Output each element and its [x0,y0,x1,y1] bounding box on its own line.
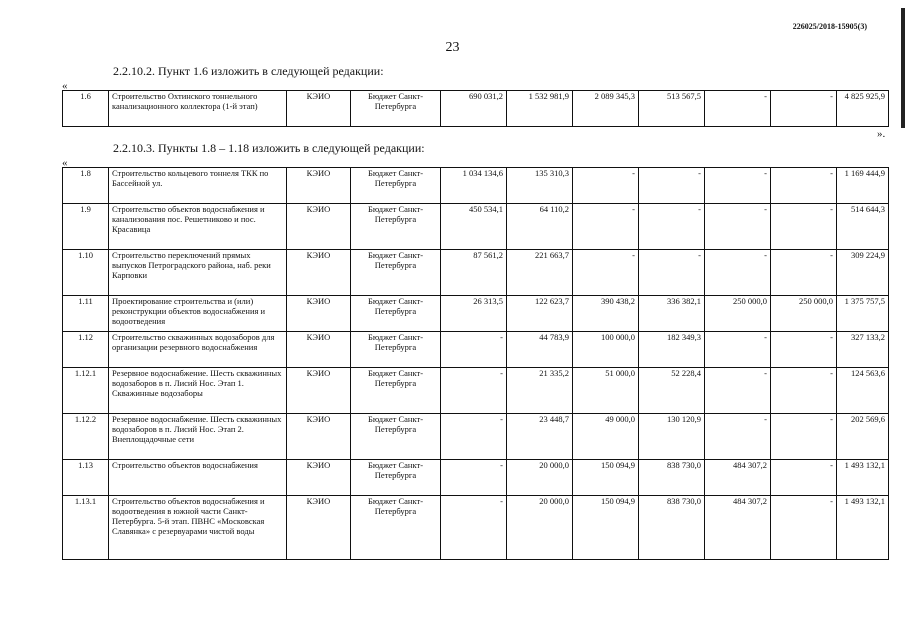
item-number-cell: 1.12.2 [63,414,109,460]
table-row [63,460,889,496]
year-2-cell: 135 310,3 [507,168,573,204]
year-5-cell: - [705,414,771,460]
year-1-cell: 1 034 134,6 [441,168,507,204]
funding-source-cell: Бюджет Санкт-Петербурга [351,414,441,460]
year-6-cell: 250 000,0 [771,296,837,332]
table-item-1-6 [62,90,889,127]
funding-source-cell: Бюджет Санкт-Петербурга [351,368,441,414]
executor-cell: КЭИО [287,414,351,460]
item-number-cell: 1.8 [63,168,109,204]
total-cell: 1 493 132,1 [837,496,889,560]
year-4-cell: 838 730,0 [639,496,705,560]
year-6-cell: - [771,250,837,296]
executor-cell: КЭИО [287,296,351,332]
year-5-cell: - [705,91,771,127]
year-4-cell: - [639,204,705,250]
year-4-cell: 336 382,1 [639,296,705,332]
open-quote-1: « [62,80,68,92]
year-2-cell: 221 663,7 [507,250,573,296]
total-cell: 1 169 444,9 [837,168,889,204]
table-row [63,332,889,368]
funding-source-cell: Бюджет Санкт-Петербурга [351,204,441,250]
item-title-cell: Строительство Охтинского тоннельного канализационного коллектора (1-й этап) [109,91,287,127]
year-4-cell: - [639,250,705,296]
year-3-cell: 150 094,9 [573,460,639,496]
item-number-cell: 1.13 [63,460,109,496]
item-title-cell: Строительство скважинных водозаборов для организации резервного водоснабжения [109,332,287,368]
year-6-cell: - [771,368,837,414]
total-cell: 327 133,2 [837,332,889,368]
funding-source-cell: Бюджет Санкт-Петербурга [351,460,441,496]
margin-mark [901,8,905,128]
table-row [63,91,889,127]
year-5-cell: - [705,204,771,250]
item-title-cell: Резервное водоснабжение. Шесть скважинных водозаборов в п. Лисий Нос. Этап 1. Скважинные водозаборы [109,368,287,414]
table-row [63,414,889,460]
year-2-cell: 20 000,0 [507,460,573,496]
item-title-cell: Проектирование строительства и (или) реконструкции объектов водоснабжения и водоотведения [109,296,287,332]
year-1-cell: 26 313,5 [441,296,507,332]
funding-source-cell: Бюджет Санкт-Петербурга [351,332,441,368]
year-3-cell: - [573,168,639,204]
item-number-cell: 1.11 [63,296,109,332]
year-5-cell: - [705,250,771,296]
year-5-cell: 484 307,2 [705,496,771,560]
table-row [63,204,889,250]
year-3-cell: - [573,204,639,250]
table-row [63,368,889,414]
year-4-cell: - [639,168,705,204]
year-2-cell: 1 532 981,9 [507,91,573,127]
item-number-cell: 1.9 [63,204,109,250]
year-2-cell: 21 335,2 [507,368,573,414]
year-2-cell: 23 448,7 [507,414,573,460]
year-5-cell: - [705,368,771,414]
item-number-cell: 1.13.1 [63,496,109,560]
executor-cell: КЭИО [287,168,351,204]
total-cell: 4 825 925,9 [837,91,889,127]
year-3-cell: - [573,250,639,296]
year-1-cell: 690 031,2 [441,91,507,127]
year-1-cell: - [441,368,507,414]
funding-source-cell: Бюджет Санкт-Петербурга [351,250,441,296]
table-row [63,296,889,332]
year-5-cell: - [705,332,771,368]
year-6-cell: - [771,414,837,460]
total-cell: 124 563,6 [837,368,889,414]
year-2-cell: 20 000,0 [507,496,573,560]
year-2-cell: 64 110,2 [507,204,573,250]
document-id: 226025/2018-15905(3) [792,22,867,31]
section-heading-2: 2.2.10.3. Пункты 1.8 – 1.18 изложить в следующей редакции: [113,141,425,155]
funding-source-cell: Бюджет Санкт-Петербурга [351,168,441,204]
year-5-cell: 484 307,2 [705,460,771,496]
total-cell: 202 569,6 [837,414,889,460]
year-5-cell: 250 000,0 [705,296,771,332]
year-2-cell: 44 783,9 [507,332,573,368]
item-number-cell: 1.6 [63,91,109,127]
year-3-cell: 100 000,0 [573,332,639,368]
executor-cell: КЭИО [287,91,351,127]
year-5-cell: - [705,168,771,204]
item-title-cell: Строительство кольцевого тоннеля ТКК по Бассейной ул. [109,168,287,204]
year-1-cell: - [441,414,507,460]
year-4-cell: 52 228,4 [639,368,705,414]
year-4-cell: 130 120,9 [639,414,705,460]
funding-source-cell: Бюджет Санкт-Петербурга [351,296,441,332]
item-title-cell: Строительство переключений прямых выпусков Петроградского района, наб. реки Карповки [109,250,287,296]
close-quote-1: ». [877,128,886,140]
executor-cell: КЭИО [287,332,351,368]
year-4-cell: 182 349,3 [639,332,705,368]
year-3-cell: 390 438,2 [573,296,639,332]
year-1-cell: - [441,332,507,368]
item-title-cell: Строительство объектов водоснабжения и водоотведения в южной части Санкт-Петербурга. 5-й этап. ПВНС «Московская Славянка» с резервуарами чистой воды [109,496,287,560]
open-quote-2: « [62,157,68,169]
year-1-cell: - [441,496,507,560]
funding-source-cell: Бюджет Санкт-Петербурга [351,91,441,127]
table-row [63,168,889,204]
total-cell: 1 493 132,1 [837,460,889,496]
year-6-cell: - [771,204,837,250]
year-6-cell: - [771,496,837,560]
table-row [63,496,889,560]
year-1-cell: 87 561,2 [441,250,507,296]
section-heading-1: 2.2.10.2. Пункт 1.6 изложить в следующей редакции: [113,64,384,78]
year-3-cell: 150 094,9 [573,496,639,560]
year-3-cell: 51 000,0 [573,368,639,414]
total-cell: 514 644,3 [837,204,889,250]
item-title-cell: Резервное водоснабжение. Шесть скважинных водозаборов в п. Лисий Нос. Этап 2. Внеплощадочные сети [109,414,287,460]
total-cell: 1 375 757,5 [837,296,889,332]
item-number-cell: 1.12.1 [63,368,109,414]
funding-source-cell: Бюджет Санкт-Петербурга [351,496,441,560]
year-3-cell: 2 089 345,3 [573,91,639,127]
year-2-cell: 122 623,7 [507,296,573,332]
executor-cell: КЭИО [287,496,351,560]
item-number-cell: 1.12 [63,332,109,368]
executor-cell: КЭИО [287,250,351,296]
page-number: 23 [445,40,460,55]
item-title-cell: Строительство объектов водоснабжения [109,460,287,496]
year-4-cell: 838 730,0 [639,460,705,496]
year-6-cell: - [771,332,837,368]
year-6-cell: - [771,460,837,496]
year-4-cell: 513 567,5 [639,91,705,127]
year-6-cell: - [771,91,837,127]
year-1-cell: - [441,460,507,496]
executor-cell: КЭИО [287,368,351,414]
year-3-cell: 49 000,0 [573,414,639,460]
executor-cell: КЭИО [287,460,351,496]
item-title-cell: Строительство объектов водоснабжения и канализования пос. Решетниково и пос. Красавица [109,204,287,250]
table-items-1-8-to-1-13-1 [62,167,889,560]
total-cell: 309 224,9 [837,250,889,296]
executor-cell: КЭИО [287,204,351,250]
item-number-cell: 1.10 [63,250,109,296]
table-row [63,250,889,296]
year-6-cell: - [771,168,837,204]
year-1-cell: 450 534,1 [441,204,507,250]
